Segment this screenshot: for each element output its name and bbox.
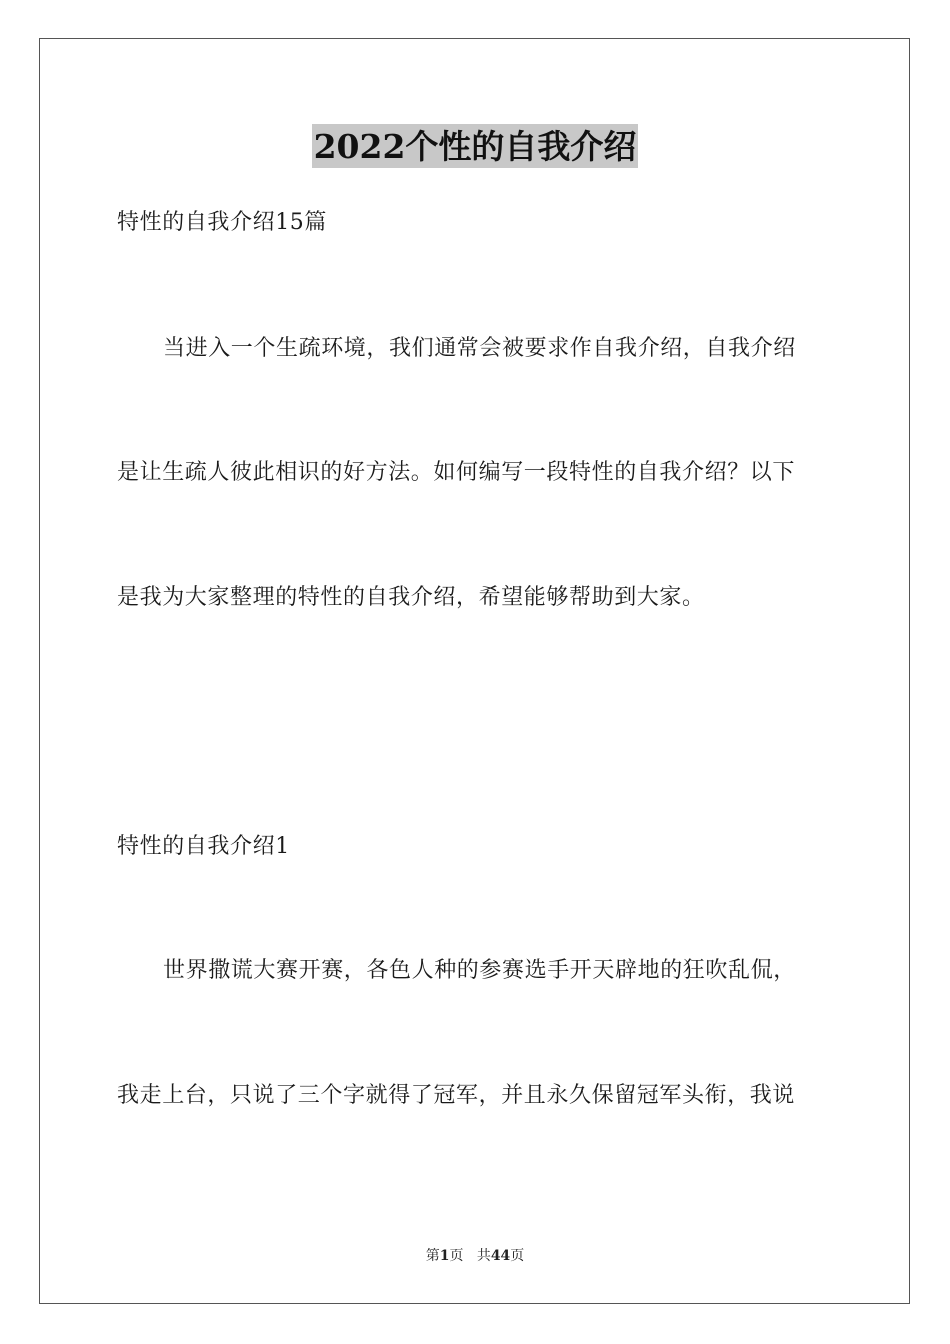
paragraph-line: 是让生疏人彼此相识的好方法。如何编写一段特性的自我介绍？以下 [117,460,796,485]
total-suffix: 页 [510,1248,525,1264]
page-suffix: 页 [449,1248,464,1264]
total-page-count: 44 [490,1248,511,1264]
paragraph-line: 我走上台，只说了三个字就得了冠军，并且永久保留冠军头衔，我说 [117,1083,796,1108]
page-footer [0,1247,950,1265]
document-title: 2022个性的自我介绍 [312,124,639,168]
page-prefix: 第 [425,1248,440,1264]
paragraph-line: 世界撒谎大赛开赛，各色人种的参赛选手开天辟地的狂吹乱侃， [163,958,796,983]
total-prefix: 共 [476,1248,491,1264]
paragraph-line: 当进入一个生疏环境，我们通常会被要求作自我介绍，自我介绍 [163,336,796,361]
subtitle: 特性的自我介绍15篇 [117,210,327,235]
section-heading: 特性的自我介绍1 [117,834,290,859]
paragraph-line: 是我为大家整理的特性的自我介绍，希望能够帮助到大家。 [117,585,705,610]
title-container [0,124,950,168]
current-page-number: 1 [439,1248,450,1264]
